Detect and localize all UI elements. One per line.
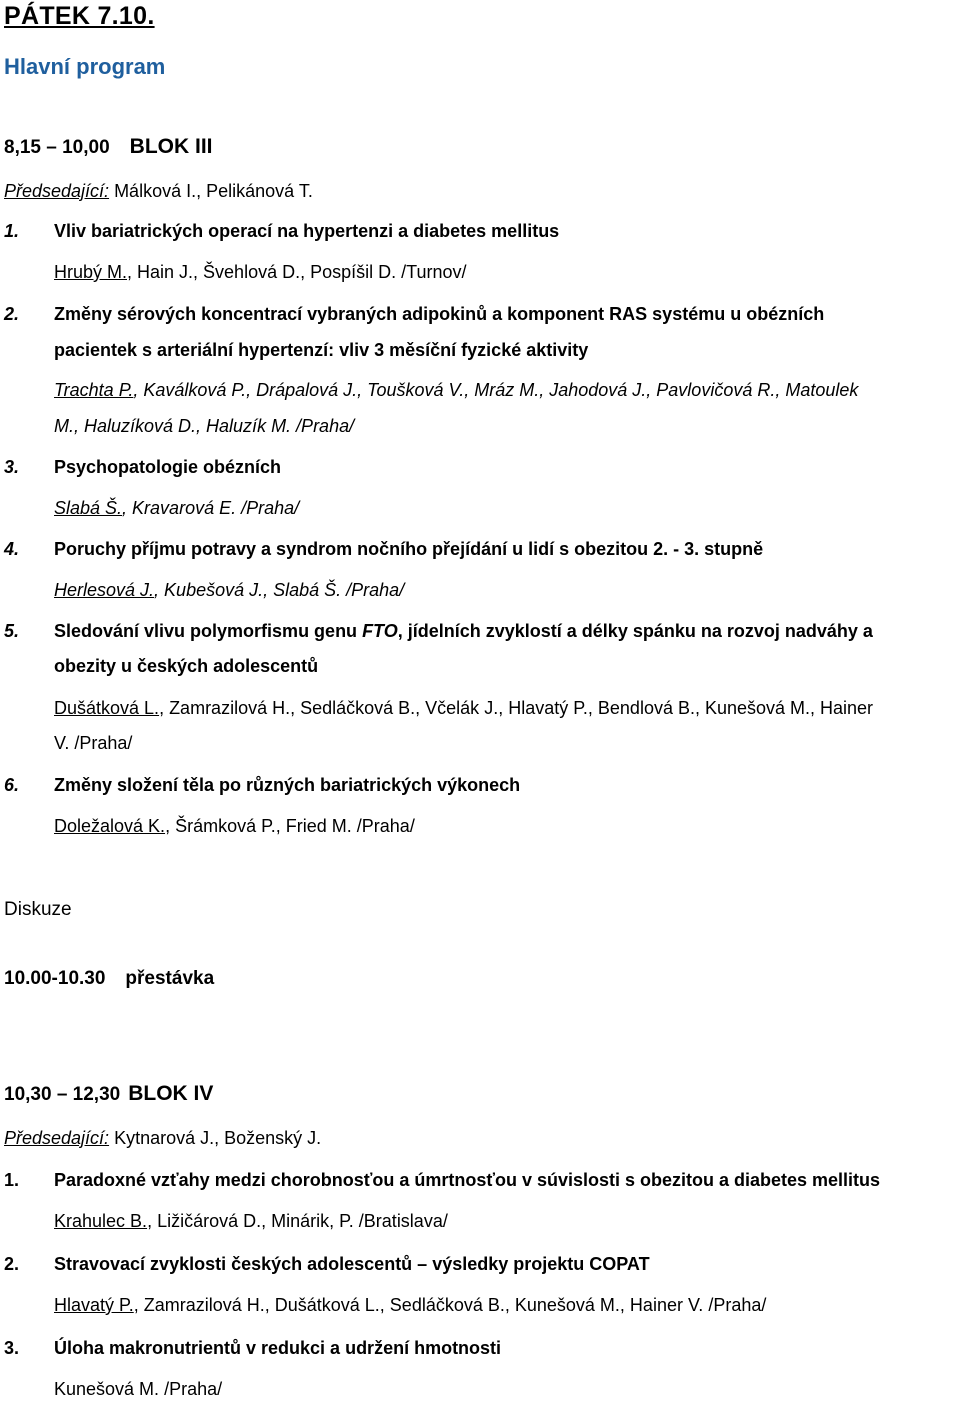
talk-title: Paradoxné vzťahy medzi chorobnosťou a úmrtnosťou v súvislosti s obezitou a diabetes mellitus [54, 1170, 881, 1190]
item-number: 6. [4, 775, 20, 795]
co-authors: , Kubešová J., Slabá Š. /Praha/ [154, 580, 405, 600]
chair-line [4, 1128, 321, 1149]
item-number: 2. [4, 1254, 20, 1274]
first-author: Slabá Š. [54, 498, 123, 518]
break-line [4, 968, 214, 990]
talk-title-line2: pacientek s arteriální hypertenzí: vliv 3 měsíční fyzické aktivity [54, 340, 589, 360]
item-number: 4. [4, 539, 20, 559]
gene-name: FTO [362, 621, 398, 641]
block-header [4, 1082, 213, 1106]
break-label: přestávka [125, 968, 215, 989]
day-title: PÁTEK 7.10. [4, 2, 155, 30]
section-title: Hlavní program [4, 54, 166, 79]
first-author: Krahulec B. [54, 1211, 148, 1231]
co-authors: /Praha/ [159, 1379, 223, 1399]
talk-authors [54, 262, 466, 283]
talk-title-line2: obezity u českých adolescentů [54, 656, 319, 676]
block-header [4, 135, 213, 159]
item-number: 1. [4, 1170, 20, 1190]
item-number: 2. [4, 304, 20, 324]
block-time: 10,30 – 12,30 [4, 1084, 121, 1105]
talk-authors [54, 698, 873, 719]
break-time: 10.00-10.30 [4, 968, 106, 989]
co-authors: , Šrámková P., Fried M. /Praha/ [165, 816, 415, 836]
block-name: BLOK IV [128, 1082, 214, 1105]
title-part: , jídelních zvyklostí a délky spánku na rozvoj nadváhy a [397, 621, 873, 641]
talk-authors [54, 1211, 448, 1232]
first-author: Trachta P. [54, 380, 134, 400]
first-author: Doležalová K. [54, 816, 166, 836]
chair-names: Kytnarová J., Boženský J. [109, 1128, 322, 1148]
talk-authors [54, 498, 299, 519]
co-authors: , Ližičárová D., Minárik, P. /Bratislava/ [147, 1211, 448, 1231]
talk-title: Změny sérových koncentrací vybraných adipokinů a komponent RAS systému u obézních [54, 304, 825, 324]
chair-label: Předsedající: [4, 1128, 110, 1148]
first-author: Herlesová J. [54, 580, 155, 600]
talk-title: Psychopatologie obézních [54, 457, 282, 477]
talk-authors [54, 1295, 766, 1316]
talk-authors [54, 580, 404, 601]
discussion-label: Diskuze [4, 899, 72, 920]
co-authors: , Zamrazilová H., Dušátková L., Sedláčková B., Kunešová M., Hainer V. /Praha/ [133, 1295, 767, 1315]
item-number: 1. [4, 221, 20, 241]
co-authors: , Kaválková P., Drápalová J., Toušková V., Mráz M., Jahodová J., Pavlovičová R., Matoulek [133, 380, 859, 400]
item-number: 3. [4, 1338, 20, 1358]
co-authors: , Kravarová E. /Praha/ [122, 498, 300, 518]
co-authors: , Zamrazilová H., Sedláčková B., Včelák J., Hlavatý P., Bendlová B., Kunešová M., Hainer [159, 698, 874, 718]
talk-title: Změny složení těla po různých bariatrických výkonech [54, 775, 521, 795]
talk-authors [54, 1379, 222, 1400]
talk-title: Úloha makronutrientů v redukci a udržení hmotnosti [54, 1338, 502, 1358]
chair-names: Málková I., Pelikánová T. [109, 181, 313, 201]
block-name: BLOK III [129, 135, 213, 158]
talk-authors [54, 380, 858, 401]
first-author: Hlavatý P. [54, 1295, 134, 1315]
talk-authors-line2: M., Haluzíková D., Haluzík M. /Praha/ [54, 416, 355, 436]
chair-label: Předsedající: [4, 181, 110, 201]
talk-title: Poruchy příjmu potravy a syndrom nočního přejídání u lidí s obezitou 2. - 3. stupně [54, 539, 764, 559]
item-number: 3. [4, 457, 20, 477]
talk-authors-line2: V. /Praha/ [54, 733, 133, 753]
talk-authors [54, 816, 415, 837]
title-part: Sledování vlivu polymorfismu genu [54, 621, 363, 641]
talk-title: Vliv bariatrických operací na hypertenzi a diabetes mellitus [54, 221, 560, 241]
co-authors: , Hain J., Švehlová D., Pospíšil D. /Turnov/ [127, 262, 467, 282]
block-time: 8,15 – 10,00 [4, 137, 110, 158]
talk-title: Stravovací zvyklosti českých adolescentů – výsledky projektu COPAT [54, 1254, 650, 1274]
first-author: Hrubý M. [54, 262, 128, 282]
first-author: Kunešová M. [54, 1379, 160, 1399]
first-author: Dušátková L. [54, 698, 160, 718]
chair-line [4, 181, 313, 202]
talk-title [54, 621, 873, 642]
item-number: 5. [4, 621, 20, 641]
